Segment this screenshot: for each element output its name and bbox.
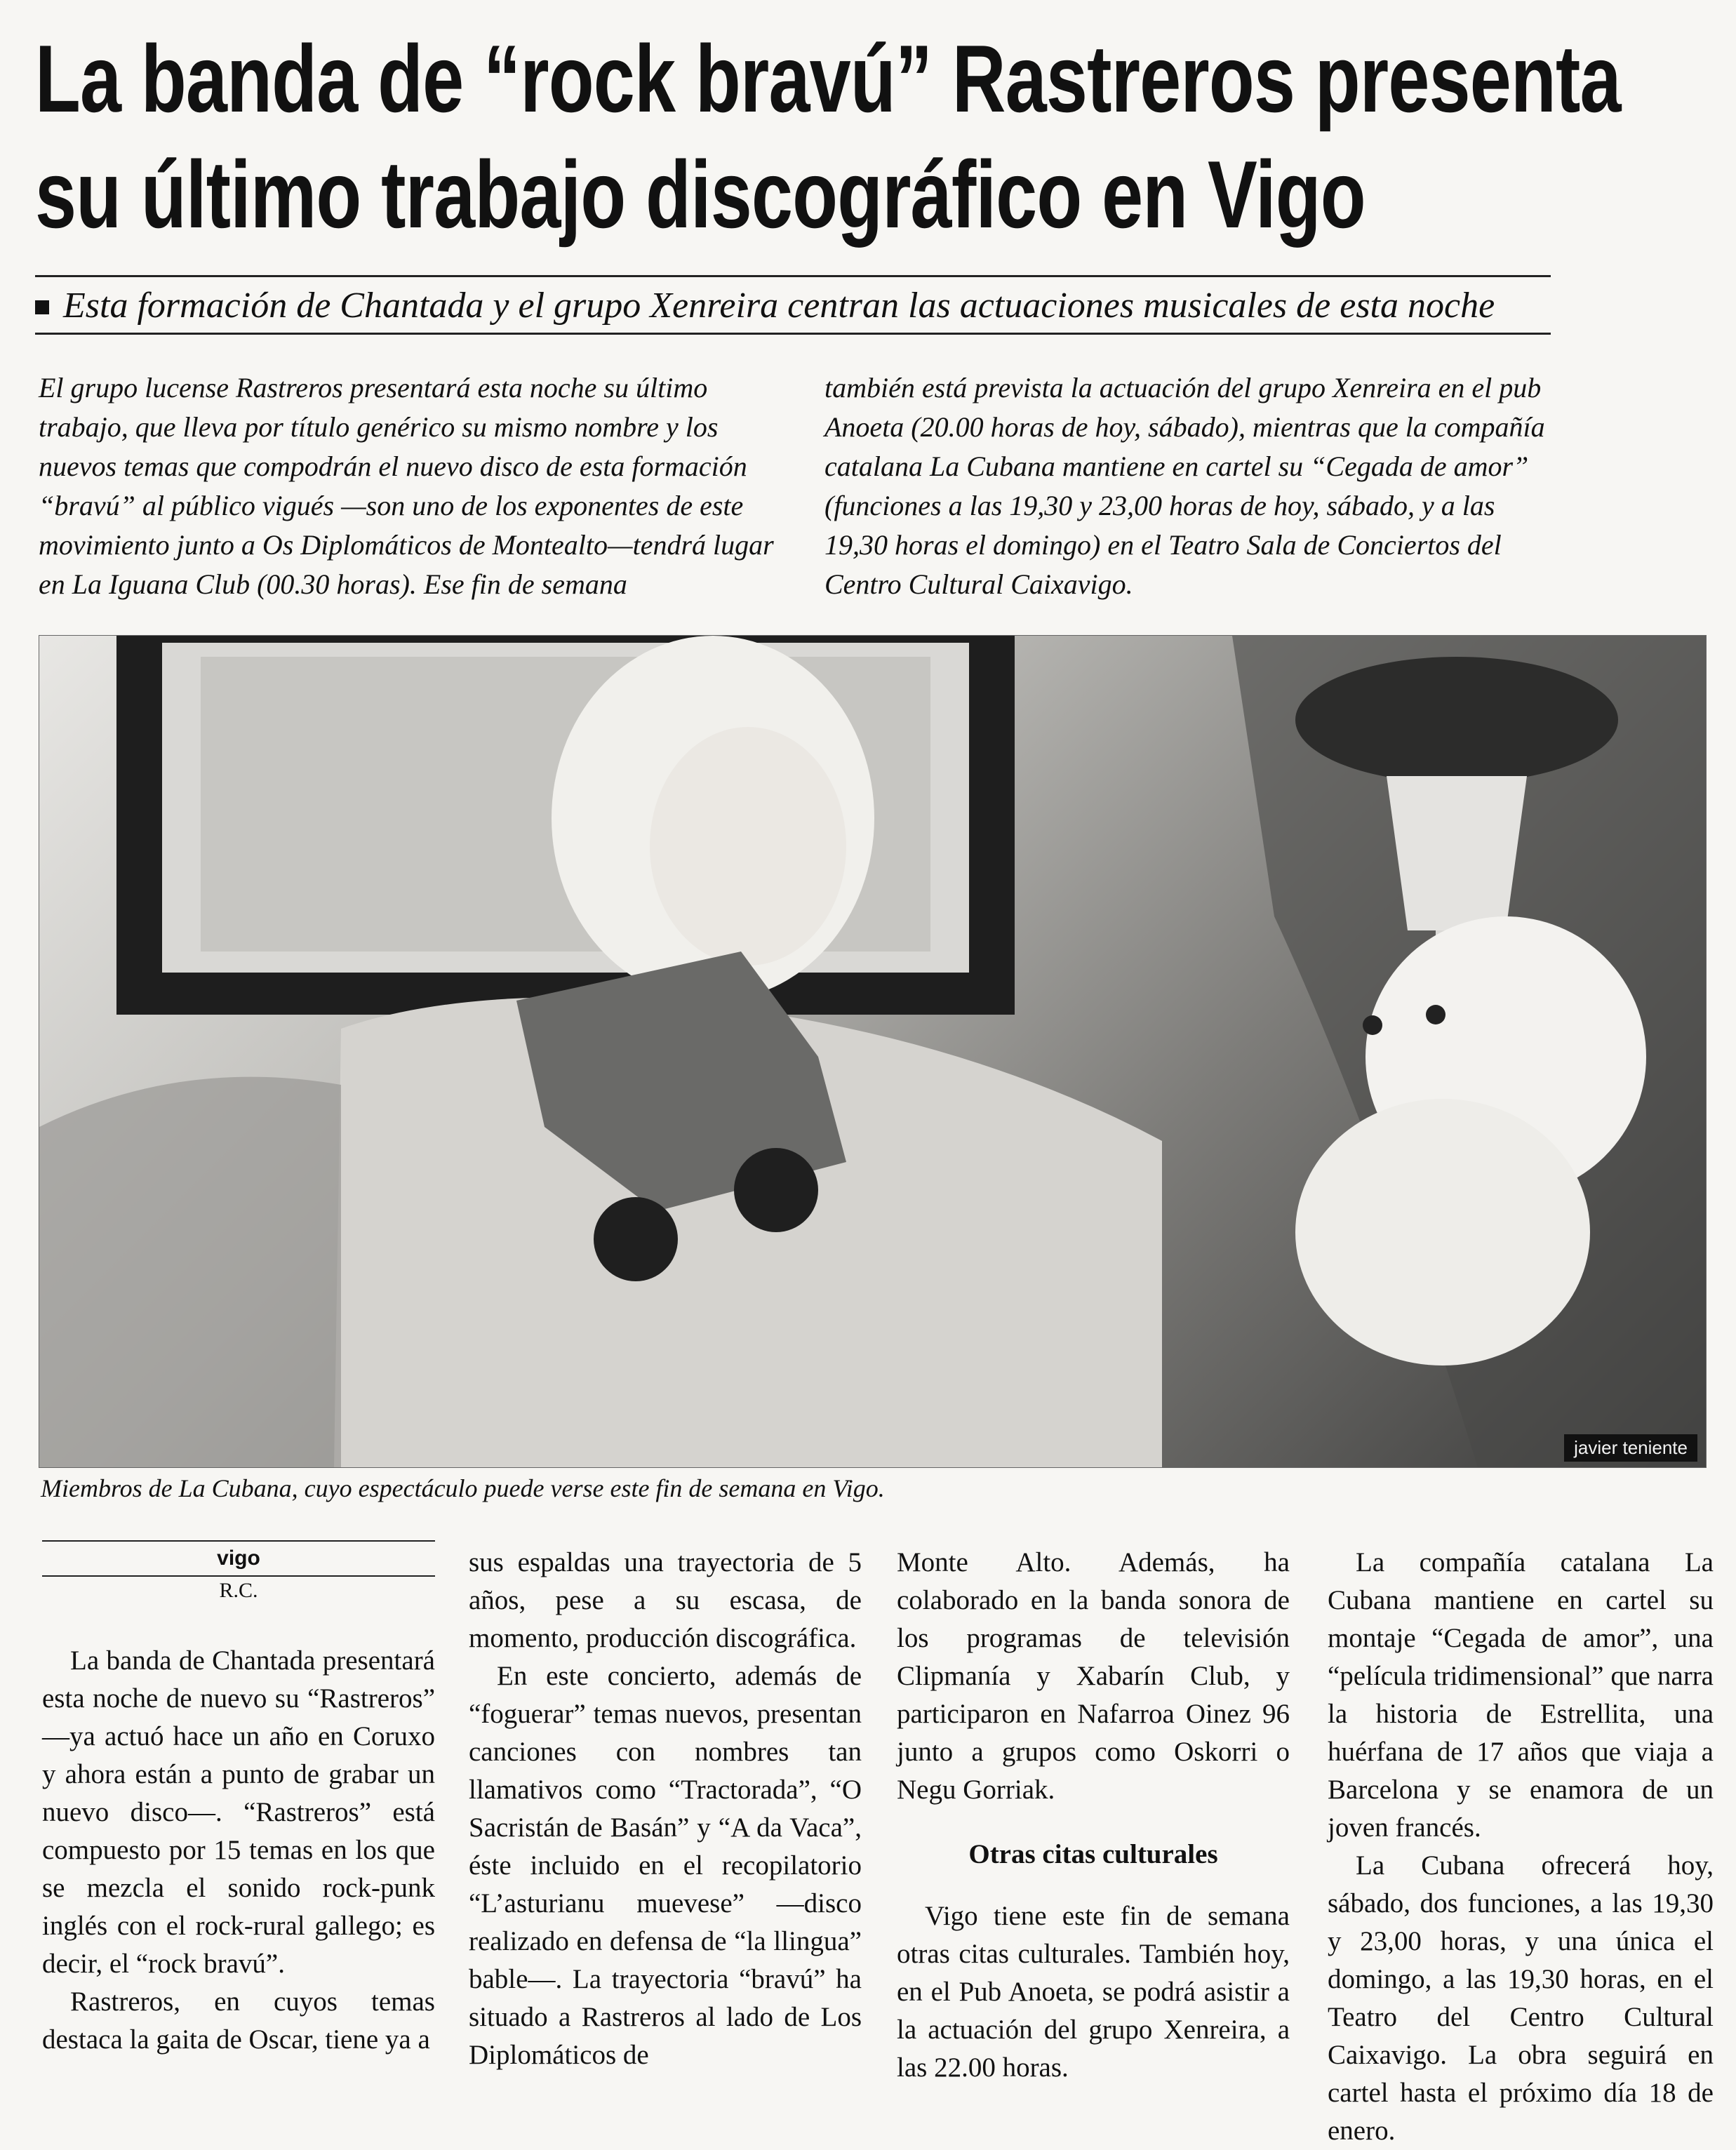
author: R.C. (219, 1579, 258, 1602)
subhead: Otras citas culturales (968, 1839, 1218, 1869)
paragraph: La compañía catalana La Cubana mantiene en cartel su montaje “Cegada de amor”, una “película tridimensional” que narra la historia de Estrellita, una huérfana de 17 años que viaja a Barcelona y se enamora de un joven francés. (1328, 1547, 1714, 1843)
body-column-1 (42, 1642, 435, 2059)
news-photo (39, 635, 1707, 1468)
paragraph: Vigo tiene este fin de semana otras citas culturales. También hoy, en el Pub Anoeta, se podrá asistir a la actuación del grupo Xenreira, a las 22.00 horas. (897, 1901, 1290, 2083)
deck-text: Esta formación de Chantada y el grupo Xenreira centran las actuaciones musicales de esta noche (63, 285, 1495, 326)
photo-illustration (39, 636, 1706, 1467)
body-column-2 (469, 1544, 862, 2074)
paragraph: Rastreros, en cuyos temas destaca la gaita de Oscar, tiene ya a (42, 1987, 435, 2055)
body-column-3 (897, 1544, 1290, 2087)
paragraph: Monte Alto. Además, ha colaborado en la banda sonora de los programas de televisión Clipmanía y Xabarín Club, y participaron en Nafarroa Oinez 96 junto a grupos como Oskorri o Negu Gorriak. (897, 1547, 1290, 1805)
deck-rule-top (35, 275, 1551, 277)
deck (35, 281, 1551, 330)
paragraph: La Cubana ofrecerá hoy, sábado, dos funciones, a las 19,30 y 23,00 horas, y una única el domingo, a las 19,30 horas, en el Teatro del Centro Cultural Caixavigo. La obra seguirá en cartel hasta el próximo día 18 de enero. (1328, 1850, 1714, 2146)
paragraph: En este concierto, además de “foguerar” temas nuevos, presentan canciones con nombres tan llamativos como “Tractorada”, “O Sacristán de Basán” y “A da Vaca”, éste incluido en el recopilatorio “L’asturianu muevese” —disco realizado en defensa de “la llingua” bable—. La trayectoria “bravú” ha situado a Rastreros al lado de Los Diplomáticos de (469, 1661, 862, 2070)
photo-credit: javier teniente (1564, 1434, 1697, 1462)
intro-left (39, 368, 775, 604)
dateline: vigo (217, 1547, 260, 1570)
headline (35, 21, 1621, 253)
headline-line-1: La banda de “rock bravú” Rastreros presenta (35, 25, 1621, 132)
byline-rule-top (42, 1540, 435, 1542)
deck-rule-bottom (35, 333, 1551, 335)
paragraph: La banda de Chantada presentará esta noche de nuevo su “Rastreros” —ya actuó hace un año en Coruxo y ahora están a punto de grabar un nuevo disco—. “Rastreros” está compuesto por 15 temas en los que se mezcla el sonido rock-punk inglés con el rock-rural gallego; es decir, el “rock bravú”. (42, 1645, 435, 1979)
intro-left-text: El grupo lucense Rastreros presentará esta noche su último trabajo, que lleva por título genérico su mismo nombre y los nuevos temas que compodrán el nuevo disco de esta formación “bravú” al público vigués —son uno de los exponentes de este movimiento junto a Os Diplomáticos de Montealto—tendrá lugar en La Iguana Club (00.30 horas). Ese fin de semana (39, 372, 774, 600)
byline (42, 1540, 435, 1605)
photo-caption: Miembros de La Cubana, cuyo espectáculo puede verse este fin de semana en Vigo. (41, 1474, 885, 1502)
intro-right (824, 368, 1547, 604)
square-bullet-icon (35, 300, 49, 314)
paragraph: sus espaldas una trayectoria de 5 años, pese a su escasa, de momento, producción discográfica. (469, 1547, 862, 1653)
headline-line-2: su último trabajo discográfico en Vigo (35, 141, 1366, 248)
body-column-4 (1328, 1544, 1714, 2150)
intro-right-text: también está prevista la actuación del grupo Xenreira en el pub Anoeta (20.00 horas de hoy, sábado), mientras que la compañía catalana La Cubana mantiene en cartel su “Cegada de amor” (funciones a las 19,30 y 23,00 horas de hoy, sábado, y a las 19,30 horas el domingo) en el Teatro Sala de Conciertos del Centro Cultural Caixavigo. (824, 372, 1545, 600)
